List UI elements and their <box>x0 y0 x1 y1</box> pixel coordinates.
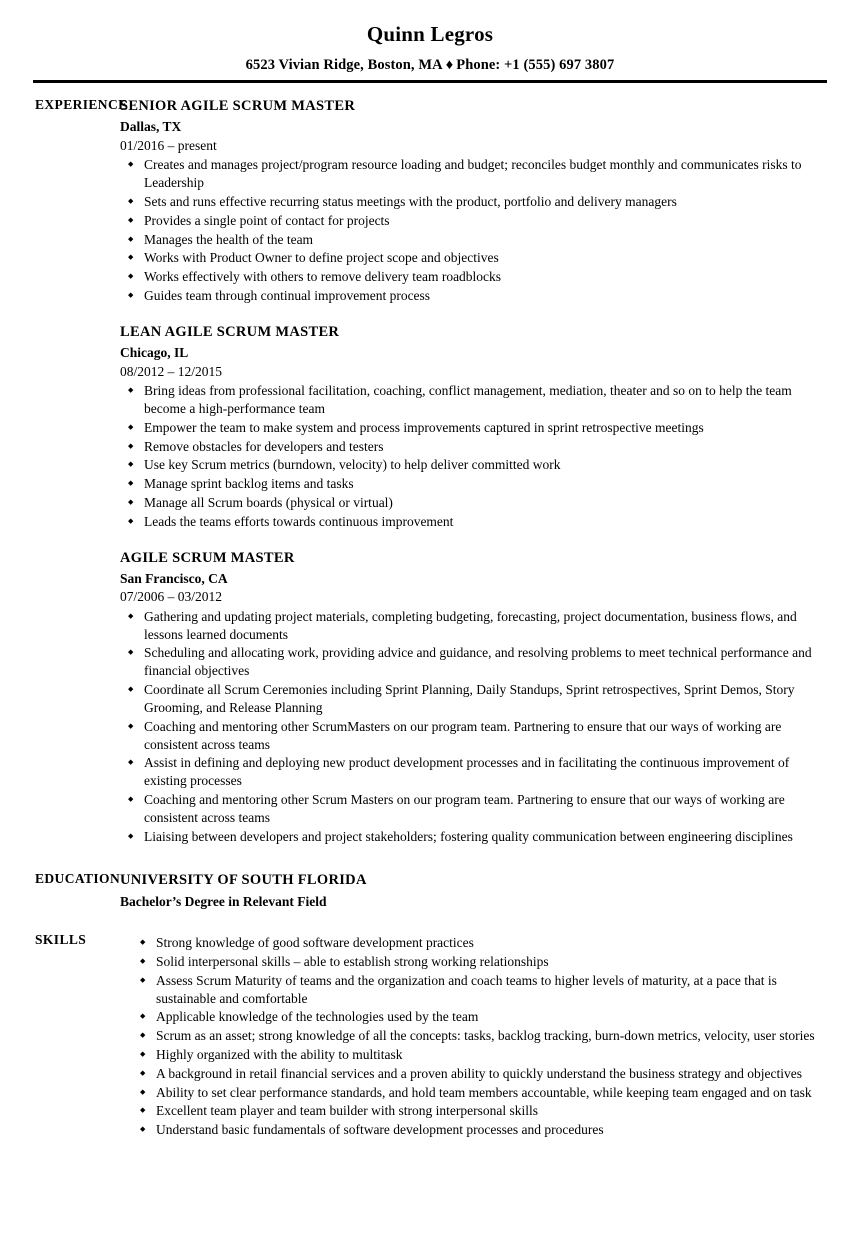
skill-bullet: ◆ Assess Scrum Maturity of teams and the organization and coach teams to higher levels of maturity, at a pace that is sustainable and comfortable <box>120 972 835 1008</box>
education-entries <box>120 871 860 910</box>
job-title: SENIOR AGILE SCRUM MASTER <box>120 98 356 115</box>
skills-section-label: SKILLS <box>35 932 87 948</box>
job-bullet: ◆ Coordinate all Scrum Ceremonies including Sprint Planning, Daily Standups, Sprint retrospectives, Sprint Demos, Story Grooming, and Release Planning <box>120 681 835 717</box>
skills-entries <box>120 932 860 1139</box>
skill-bullet: ◆ Solid interpersonal skills – able to establish strong working relationships <box>120 953 835 971</box>
job-bullet: ◆ Leads the teams efforts towards continuous improvement <box>120 513 835 531</box>
skill-bullet: ◆ A background in retail financial services and a proven ability to quickly understand the business strategy and objectives <box>120 1065 835 1083</box>
resume-header <box>0 0 860 74</box>
job-bullet: ◆ Use key Scrum metrics (burndown, velocity) to help deliver committed work <box>120 456 835 474</box>
diamond-separator-icon: ♦ <box>445 57 454 74</box>
contact-line <box>0 57 860 74</box>
job-location: San Francisco, CA <box>120 570 228 586</box>
skill-bullet: ◆ Scrum as an asset; strong knowledge of all the concepts: tasks, backlog tracking, burn-down metrics, velocity, user stories <box>120 1027 835 1045</box>
job-bullet: ◆ Assist in defining and deploying new product development processes and in facilitating the continuous improvement of existing processes <box>120 754 835 790</box>
header-divider <box>33 80 827 83</box>
job-bullet: ◆ Remove obstacles for developers and testers <box>120 438 835 456</box>
skill-bullet: ◆ Understand basic fundamentals of software development processes and procedures <box>120 1121 835 1139</box>
job-bullet: ◆ Empower the team to make system and process improvements captured in sprint retrospective meetings <box>120 419 835 437</box>
experience-entry <box>120 97 835 305</box>
job-bullet: ◆ Gathering and updating project materials, completing budgeting, forecasting, project documentation, business flows, and lessons learned documents <box>120 608 835 644</box>
job-bullet: ◆ Scheduling and allocating work, providing advice and guidance, and resolving problems to meet technical performance and financial objectives <box>120 644 835 680</box>
job-bullet-list <box>120 608 835 846</box>
job-location: Chicago, IL <box>120 345 189 361</box>
job-bullet: ◆ Sets and runs effective recurring status meetings with the product, portfolio and delivery managers <box>120 193 835 211</box>
education-school: UNIVERSITY OF SOUTH FLORIDA <box>120 872 367 889</box>
skills-bullet-list <box>120 934 835 1139</box>
skill-bullet: ◆ Strong knowledge of good software development practices <box>120 934 835 952</box>
job-bullet: ◆ Coaching and mentoring other Scrum Masters on our program team. Partnering to ensure that our ways of working are consistent across teams <box>120 791 835 827</box>
candidate-name: Quinn Legros <box>366 22 494 46</box>
skill-bullet: ◆ Highly organized with the ability to multitask <box>120 1046 835 1064</box>
job-bullet: ◆ Creates and manages project/program resource loading and budget; reconciles budget monthly and communicates risks to Leadership <box>120 156 835 192</box>
skills-section <box>0 932 860 1139</box>
candidate-address: 6523 Vivian Ridge, Boston, MA <box>245 57 443 74</box>
job-title: LEAN AGILE SCRUM MASTER <box>120 323 340 340</box>
job-bullet: ◆ Provides a single point of contact for projects <box>120 212 835 230</box>
experience-section-label: EXPERIENCE <box>35 97 128 113</box>
skill-bullet: ◆ Ability to set clear performance standards, and hold team members accountable, while keeping team engaged and on task <box>120 1084 835 1102</box>
skill-bullet: ◆ Applicable knowledge of the technologies used by the team <box>120 1008 835 1026</box>
experience-entries <box>120 97 860 845</box>
experience-entry <box>120 549 835 846</box>
education-section-label: EDUCATION <box>35 871 121 887</box>
education-section <box>0 871 860 910</box>
education-degree: Bachelor’s Degree in Relevant Field <box>120 893 327 909</box>
job-bullet: ◆ Coaching and mentoring other ScrumMasters on our program team. Partnering to ensure that our ways of working are consistent across teams <box>120 718 835 754</box>
job-bullet: ◆ Liaising between developers and project stakeholders; fostering quality communication between engineering disciplines <box>120 828 835 846</box>
job-bullet: ◆ Manage all Scrum boards (physical or virtual) <box>120 494 835 512</box>
job-bullet: ◆ Works with Product Owner to define project scope and objectives <box>120 249 835 267</box>
experience-section <box>0 97 860 845</box>
job-location: Dallas, TX <box>120 119 182 135</box>
job-bullet: ◆ Manage sprint backlog items and tasks <box>120 475 835 493</box>
job-bullet-list <box>120 382 835 531</box>
job-bullet: ◆ Manages the health of the team <box>120 231 835 249</box>
job-dates: 08/2012 – 12/2015 <box>120 363 223 379</box>
job-bullet-list <box>120 156 835 305</box>
job-dates: 07/2006 – 03/2012 <box>120 589 223 605</box>
experience-entry <box>120 323 835 531</box>
job-dates: 01/2016 – present <box>120 137 217 153</box>
job-title: AGILE SCRUM MASTER <box>120 549 295 566</box>
candidate-phone: Phone: +1 (555) 697 3807 <box>456 57 615 74</box>
job-bullet: ◆ Works effectively with others to remove delivery team roadblocks <box>120 268 835 286</box>
job-bullet: ◆ Bring ideas from professional facilitation, coaching, conflict management, mediation, theater and so on to help the team become a high-performance team <box>120 382 835 418</box>
job-bullet: ◆ Guides team through continual improvement process <box>120 287 835 305</box>
skill-bullet: ◆ Excellent team player and team builder with strong interpersonal skills <box>120 1102 835 1120</box>
